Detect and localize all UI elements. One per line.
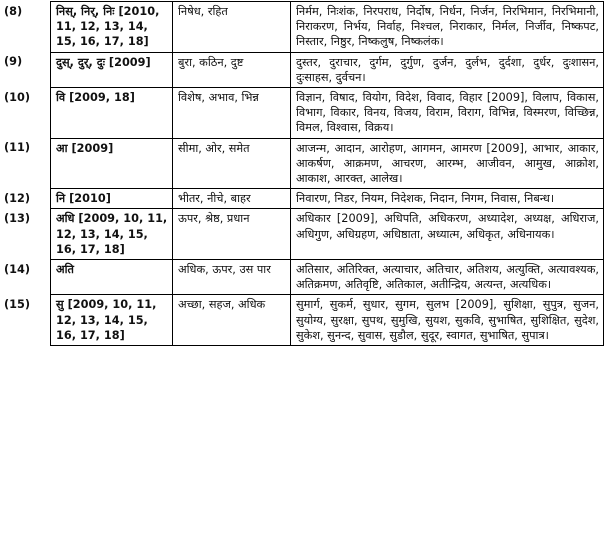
row-number: (10) xyxy=(4,90,31,104)
meaning-cell: अधिक, ऊपर, उस पार xyxy=(173,260,291,295)
prefix-cell: निस्, निर्, निः [2010, 11, 12, 13, 14, 15, 16, 17, 18] xyxy=(51,2,173,53)
meaning-cell: अच्छा, सहज, अधिक xyxy=(173,295,291,346)
example-words-cell: दुस्तर, दुराचार, दुर्गम, दुर्गुण, दुर्जन, दुर्लभ, दुर्दशा, दुर्धर, दुःशासन, दुःसाहस, दुर्वचन। xyxy=(291,52,604,87)
meaning-cell: भीतर, नीचे, बाहर xyxy=(173,189,291,209)
row-number: (12) xyxy=(4,191,31,205)
prefix-cell: अति xyxy=(51,260,173,295)
row-number: (11) xyxy=(4,141,31,155)
prefix-table xyxy=(2,1,604,346)
example-words-cell: आजन्म, आदान, आरोहण, आगमन, आमरण [2009], आभार, आकार, आकर्षण, आक्रमण, आचरण, आरम्भ, आजीवन, आमुख, आक्रोश, आकाश, आरक्त, आलेख। xyxy=(291,138,604,189)
table-row xyxy=(2,260,604,295)
example-words-cell: अतिसार, अतिरिक्त, अत्याचार, अतिचार, अतिशय, अत्युक्ति, अत्यावश्यक, अतिक्रमण, अतिवृष्टि, अतिकाल, अतीन्द्रिय, अत्यन्त, अत्यधिक। xyxy=(291,260,604,295)
prefix-cell: आ [2009] xyxy=(51,138,173,189)
example-words-cell: अधिकार [2009], अधिपति, अधिकरण, अध्यादेश, अध्यक्ष, अधिराज, अधिगुण, अधिग्रहण, अधिष्ठाता, अध्यात्म, अधिकृत, अधिनायक। xyxy=(291,209,604,260)
prefix-cell: अधि [2009, 10, 11, 12, 13, 14, 15, 16, 17, 18] xyxy=(51,209,173,260)
row-number: (15) xyxy=(4,297,31,311)
meaning-cell: बुरा, कठिन, दुष्ट xyxy=(173,52,291,87)
example-words-cell: निर्मम, निःशंक, निरपराध, निर्दोष, निर्धन, निर्जन, निरभिमान, निरभिमानी, निराकरण, निर्भय, निर्वाह, निश्चल, निराकार, निर्मल, निर्जीव, निष्कपट, निस्तार, निष्ठुर, निष्कलुष, निष्कलंक। xyxy=(291,2,604,53)
row-number: (14) xyxy=(4,262,31,276)
table-row xyxy=(2,2,604,53)
meaning-cell: ऊपर, श्रेष्ठ, प्रधान xyxy=(173,209,291,260)
table-row xyxy=(2,209,604,260)
prefix-cell: दुस्, दुर्, दुः [2009] xyxy=(51,52,173,87)
table-row xyxy=(2,88,604,139)
example-words-cell: निवारण, निडर, नियम, निदेशक, निदान, निगम, निवास, निबन्ध। xyxy=(291,189,604,209)
prefix-cell: सु [2009, 10, 11, 12, 13, 14, 15, 16, 17, 18] xyxy=(51,295,173,346)
prefix-cell: नि [2010] xyxy=(51,189,173,209)
table-row xyxy=(2,295,604,346)
meaning-cell: सीमा, ओर, समेत xyxy=(173,138,291,189)
row-number: (9) xyxy=(4,55,23,69)
table-row xyxy=(2,138,604,189)
example-words-cell: सुमार्ग, सुकर्म, सुधार, सुगम, सुलभ [2009], सुशिक्षा, सुपुत्र, सुजन, सुयोग्य, सुरक्षा, सुपथ, सुमुखि, सुयश, सुकवि, सुभाषित, सुशिक्षित, सुदेश, सुकेश, सुनन्द, सुवास, सुडौल, सुदूर, स्वागत, सुभाषित, सुपात्र। xyxy=(291,295,604,346)
row-number: (8) xyxy=(4,4,23,18)
prefix-cell: वि [2009, 18] xyxy=(51,88,173,139)
row-number: (13) xyxy=(4,211,31,225)
meaning-cell: विशेष, अभाव, भिन्न xyxy=(173,88,291,139)
table-row xyxy=(2,52,604,87)
meaning-cell: निषेध, रहित xyxy=(173,2,291,53)
table-row xyxy=(2,189,604,209)
example-words-cell: विज्ञान, विषाद, वियोग, विदेश, विवाद, विहार [2009], विलाप, विकास, विभाग, विकार, विनय, विजय, विराम, विराग, विभिन्न, विस्मरण, विच्छिन्न, विमल, विश्वास, विक्रय। xyxy=(291,88,604,139)
